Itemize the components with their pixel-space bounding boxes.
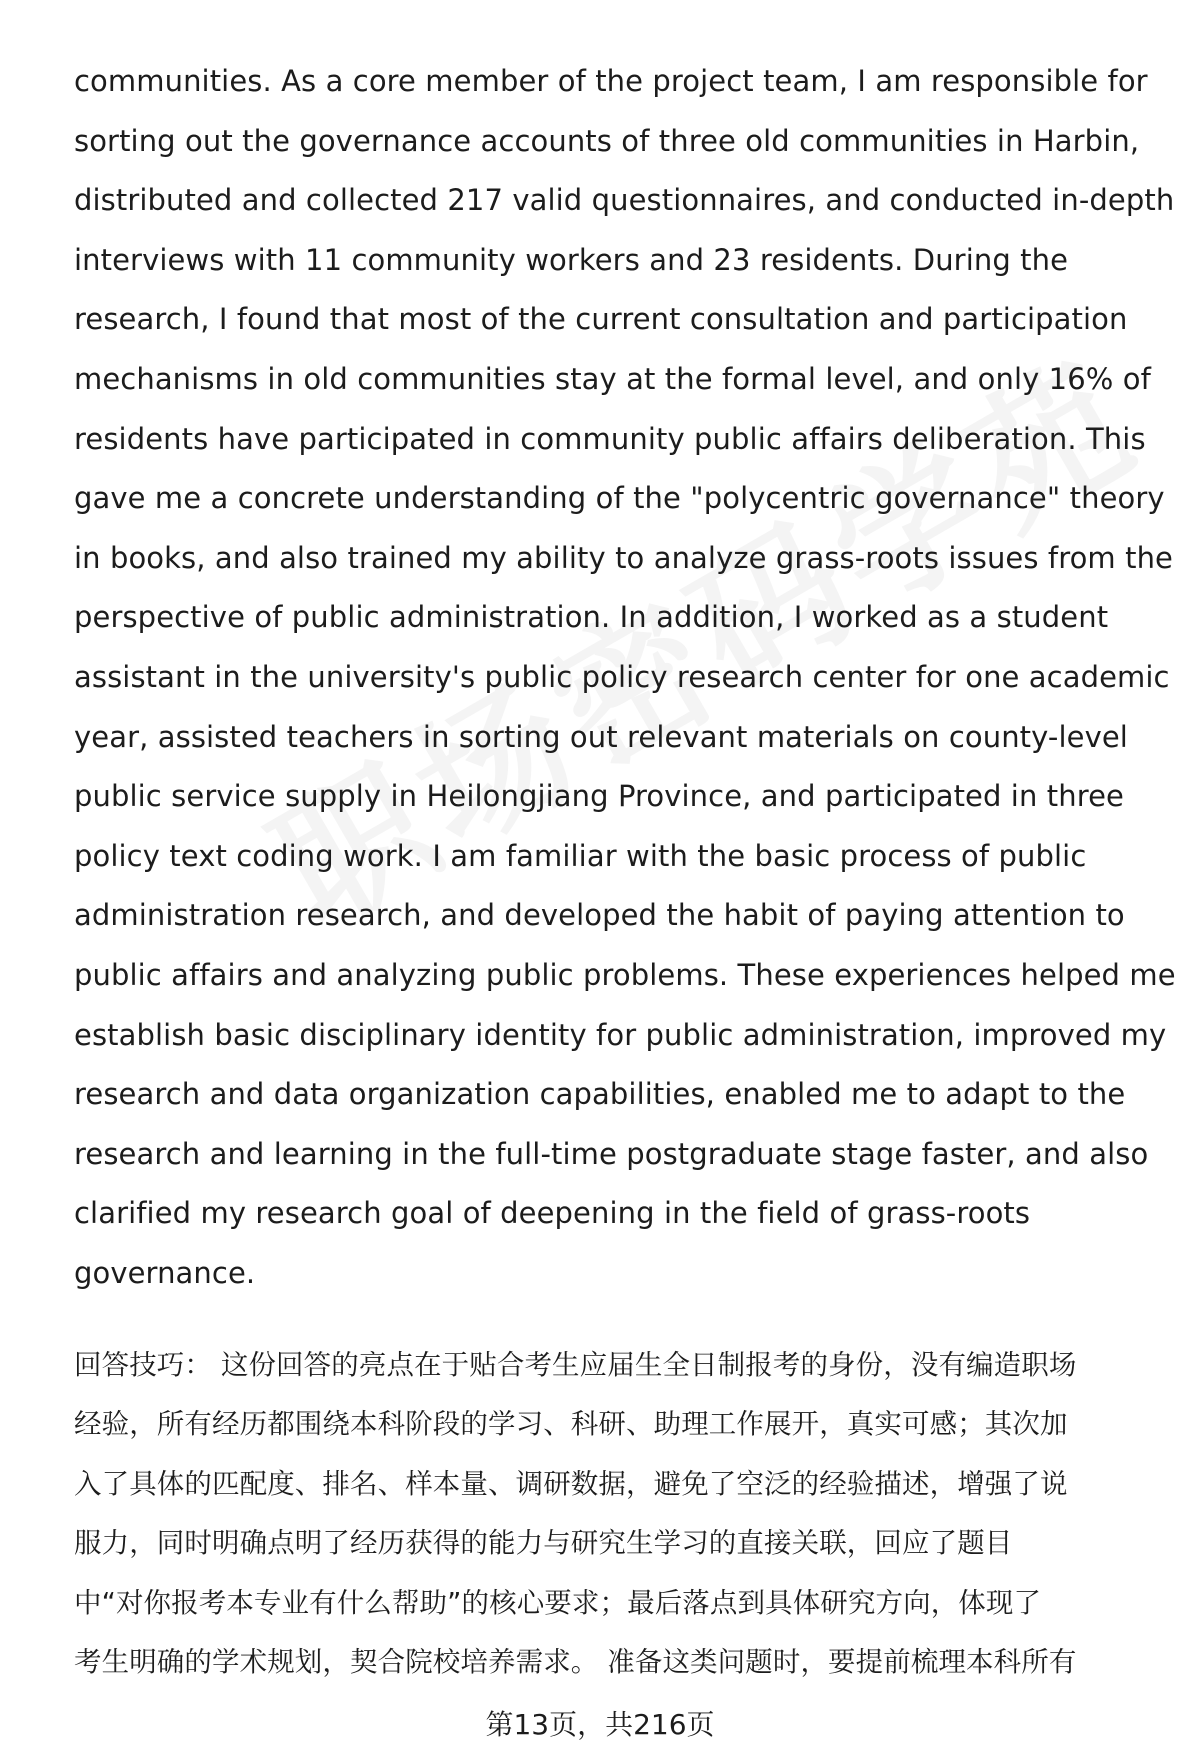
tip-line: 中“对你报考本专业有什么帮助”的核心要求；最后落点到具体研究方向，体现了	[74, 1586, 1042, 1619]
body-line: mechanisms in old communities stay at the formal level, and only 16% of	[74, 361, 1151, 396]
body-line: communities. As a core member of the project team, I am responsible for	[74, 64, 1148, 98]
body-line: administration research, and developed the habit of paying attention to	[74, 898, 1125, 933]
body-line: sorting out the governance accounts of three old communities in Harbin,	[74, 123, 1140, 158]
body-line: gave me a concrete understanding of the "polycentric governance" theory	[74, 481, 1165, 516]
tip-line: 入了具体的匹配度、排名、样本量、调研数据，避免了空泛的经验描述，增强了说	[74, 1467, 1068, 1500]
body-line: research and learning in the full-time postgraduate stage faster, and also	[74, 1136, 1149, 1171]
body-line: public affairs and analyzing public problems. These experiences helped me	[74, 957, 1176, 992]
answer-tip	[74, 1336, 1164, 1692]
body-line: policy text coding work. I am familiar with the basic process of public	[74, 838, 1087, 873]
tip-line: 回答技巧： 这份回答的亮点在于贴合考生应届生全日制报考的身份，没有编造职场	[74, 1349, 1077, 1381]
document-body	[74, 52, 1176, 1303]
tip-line: 服力，同时明确点明了经历获得的能力与研究生学习的直接关联，回应了题目	[74, 1527, 1013, 1560]
tip-line: 考生明确的学术规划，契合院校培养需求。 准备这类问题时，要提前梳理本科所有	[74, 1645, 1077, 1678]
body-line: assistant in the university's public policy research center for one academic	[74, 659, 1170, 694]
body-line: governance.	[74, 1255, 256, 1290]
body-line: interviews with 11 community workers and 23 residents. During the	[74, 242, 1069, 277]
body-line: research, I found that most of the current consultation and participation	[74, 302, 1128, 337]
body-line: in books, and also trained my ability to analyze grass-roots issues from the	[74, 540, 1173, 575]
body-line: residents have participated in community public affairs deliberation. This	[74, 421, 1146, 456]
body-line: establish basic disciplinary identity for public administration, improved my	[74, 1017, 1167, 1052]
tip-line: 经验，所有经历都围绕本科阶段的学习、科研、助理工作展开，真实可感；其次加	[74, 1408, 1068, 1441]
body-line: research and data organization capabilities, enabled me to adapt to the	[74, 1077, 1126, 1112]
body-line: clarified my research goal of deepening in the field of grass-roots	[74, 1196, 1031, 1231]
page-number: 第13页，共216页	[485, 1708, 715, 1741]
body-line: public service supply in Heilongjiang Province, and participated in three	[74, 779, 1124, 814]
body-line: distributed and collected 217 valid questionnaires, and conducted in-depth	[74, 183, 1175, 218]
body-line: perspective of public administration. In addition, I worked as a student	[74, 600, 1109, 635]
body-line: year, assisted teachers in sorting out relevant materials on county-level	[74, 719, 1128, 754]
